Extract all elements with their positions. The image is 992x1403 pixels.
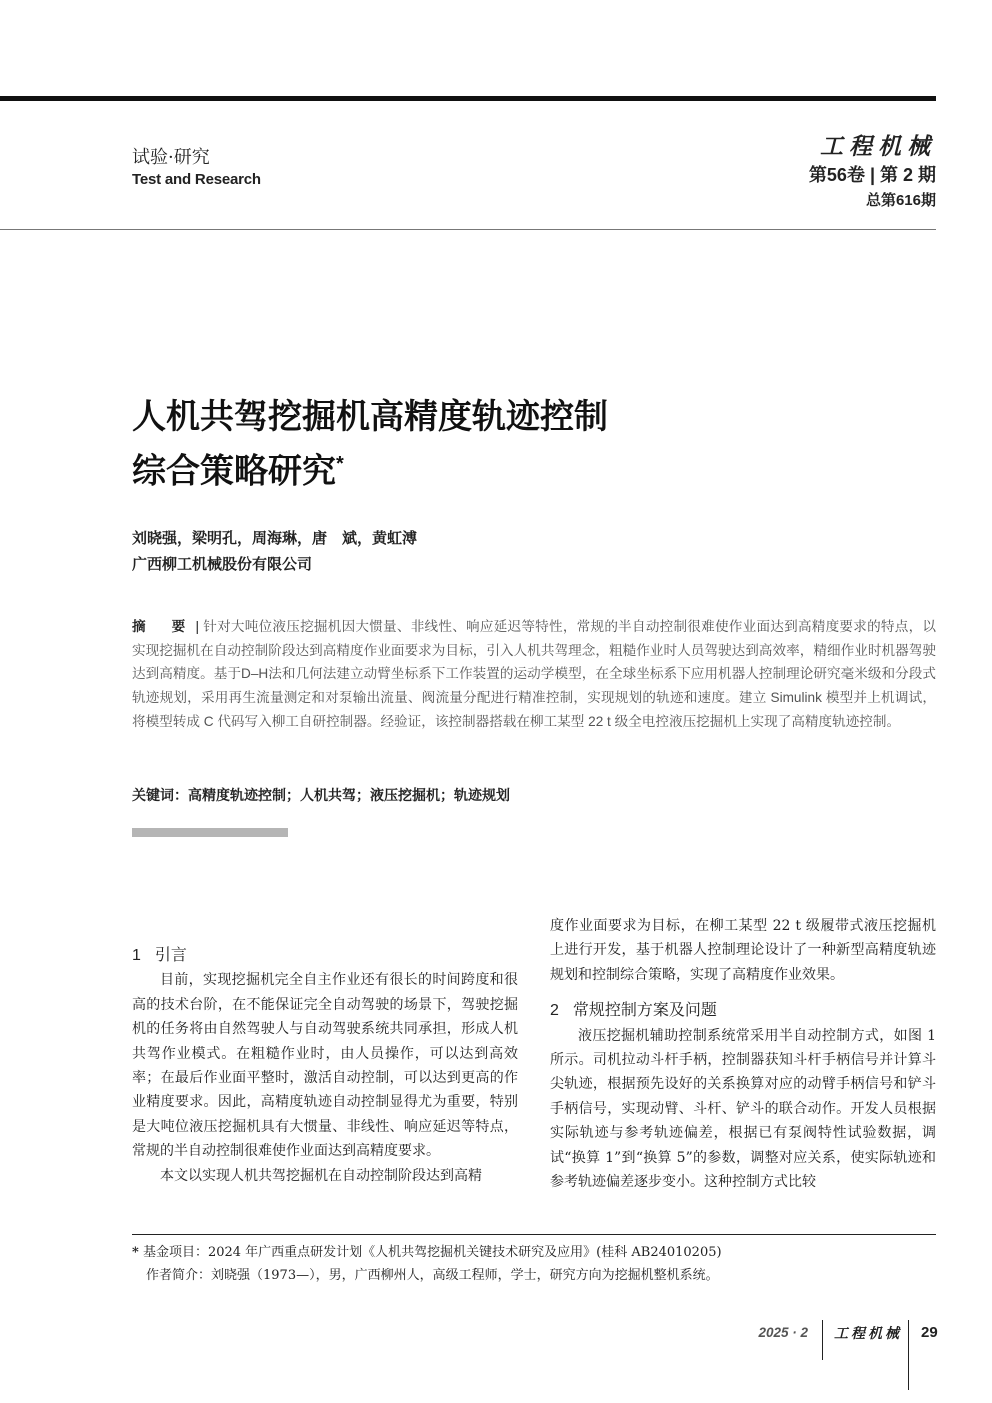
section-2-number: 2 <box>550 1002 559 1020</box>
page-number: 29 <box>921 1324 938 1341</box>
title-line-2-text: 综合策略研究 <box>132 452 336 491</box>
section-1-paragraph-1: 目前，实现挖掘机完全自主作业还有很长的时间跨度和很高的技术台阶，在不能保证完全自动驾驶的场景下，驾驶挖掘机的任务将由自然驾驶人与自动驾驶系统共同承担，形成人机共驾作业模式。在粗糙作业时，由人员操作，可以达到高效率；在最后作业面平整时，激活自动控制，可以达到更高的作业精度要求。因此，高精度轨迹自动控制显得尤为重要，特别是大吨位液压挖掘机具有大惯量、非线性、响应延迟等特点，常规的半自动控制很难使作业面达到高精度要求。 <box>132 972 518 1160</box>
section-label-cn: 试验·研究 <box>132 147 210 168</box>
footnote-rule <box>132 1234 936 1235</box>
abstract-separator: | <box>195 619 200 634</box>
article-title <box>132 394 608 495</box>
section-2-paragraph-1: 液压挖掘机辅助控制系统常采用半自动控制方式，如图 1 所示。司机拉动斗杆手柄，控制器获知斗杆手柄信号并计算斗尖轨迹，根据预先设好的关系换算对应的动臂手柄信号和铲斗手柄信号，实现动臂、斗杆、铲斗的联合动作。开发人员根据实际轨迹与参考轨迹偏差，根据已有泵阀特性试验数据，调试“换算 1”到“换算 5”的参数，调整对应关系，使实际轨迹和参考轨迹偏差逐步变小。这种控制方式比较 <box>550 1027 936 1191</box>
abstract <box>132 615 936 734</box>
right-column-continuation: 度作业面要求为目标，在柳工某型 22 t 级履带式液压挖掘机上进行开发，基于机器人控制理论设计了一种新型高精度轨迹规划和控制综合策略，实现了高精度作业效果。 <box>550 918 936 983</box>
fund-text: 基金项目：2024 年广西重点研发计划《人机共驾挖掘机关键技术研究及应用》(桂科 AB24010205) <box>142 1245 722 1260</box>
section-1-paragraph-2: 本文以实现人机共驾挖掘机在自动控制阶段达到高精 <box>160 1167 482 1184</box>
title-footnote-mark: * <box>336 453 344 475</box>
section-2-title: 常规控制方案及问题 <box>572 1002 717 1020</box>
header-divider <box>0 229 936 230</box>
section-2-heading <box>550 999 936 1023</box>
section-1-title: 引言 <box>154 947 187 964</box>
footnote-star: * <box>132 1245 139 1260</box>
journal-logo: 工程机械 <box>820 133 936 160</box>
total-issue: 总第616期 <box>865 192 936 209</box>
authors: 刘晓强，梁明孔，周海琳，唐 斌，黄虹溥 <box>132 530 418 547</box>
body-left-column <box>132 944 518 1188</box>
title-line-1: 人机共驾挖掘机高精度轨迹控制 <box>132 398 608 436</box>
footer-divider-1 <box>822 1320 823 1360</box>
keywords: 关键词：高精度轨迹控制；人机共驾；液压挖掘机；轨迹规划 <box>132 787 510 803</box>
section-1-number: 1 <box>132 947 141 964</box>
section-label-en: Test and Research <box>132 171 261 188</box>
body-right-column <box>550 914 936 1194</box>
volume-issue: 第56卷 | 第 2 期 <box>808 165 936 185</box>
affiliation: 广西柳工机械股份有限公司 <box>132 556 313 573</box>
footnote <box>132 1241 936 1287</box>
title-line-2 <box>132 441 608 495</box>
footer-journal-logo: 工程机械 <box>834 1326 902 1342</box>
footer-divider-2 <box>908 1320 909 1390</box>
fund-note <box>132 1241 936 1264</box>
decorative-bar <box>132 828 288 837</box>
author-intro: 作者简介：刘晓强（1973—），男，广西柳州人，高级工程师，学士，研究方向为挖掘机整机系统。 <box>146 1268 719 1283</box>
abstract-label: 摘 要 <box>132 619 192 634</box>
footer-issue: 2025 · 2 <box>758 1325 808 1340</box>
top-rule <box>0 96 936 101</box>
abstract-text: 针对大吨位液压挖掘机因大惯量、非线性、响应延迟等特性，常规的半自动控制很难使作业面达到高精度要求的特点，以实现挖掘机在自动控制阶段达到高精度作业面要求为目标，引入人机共驾理念，粗糙作业时人员驾驶达到高效率，精细作业时机器驾驶达到高精度。基于D–H法和几何法建立动臂坐标系下工作装置的运动学模型，在全球坐标系下应用机器人控制理论研究毫米级和分段式轨迹规划，采用再生流量测定和对泵输出流量、阀流量分配进行精准控制，实现规划的轨迹和速度。建立 Simulink 模型并上机调试，将模型转成 C 代码写入柳工自研控制器。经验证，该控制器搭载在柳工某型 22 t 级全电控液压挖掘机上实现了高精度轨迹控制。 <box>132 619 937 729</box>
section-1-heading <box>132 944 518 968</box>
